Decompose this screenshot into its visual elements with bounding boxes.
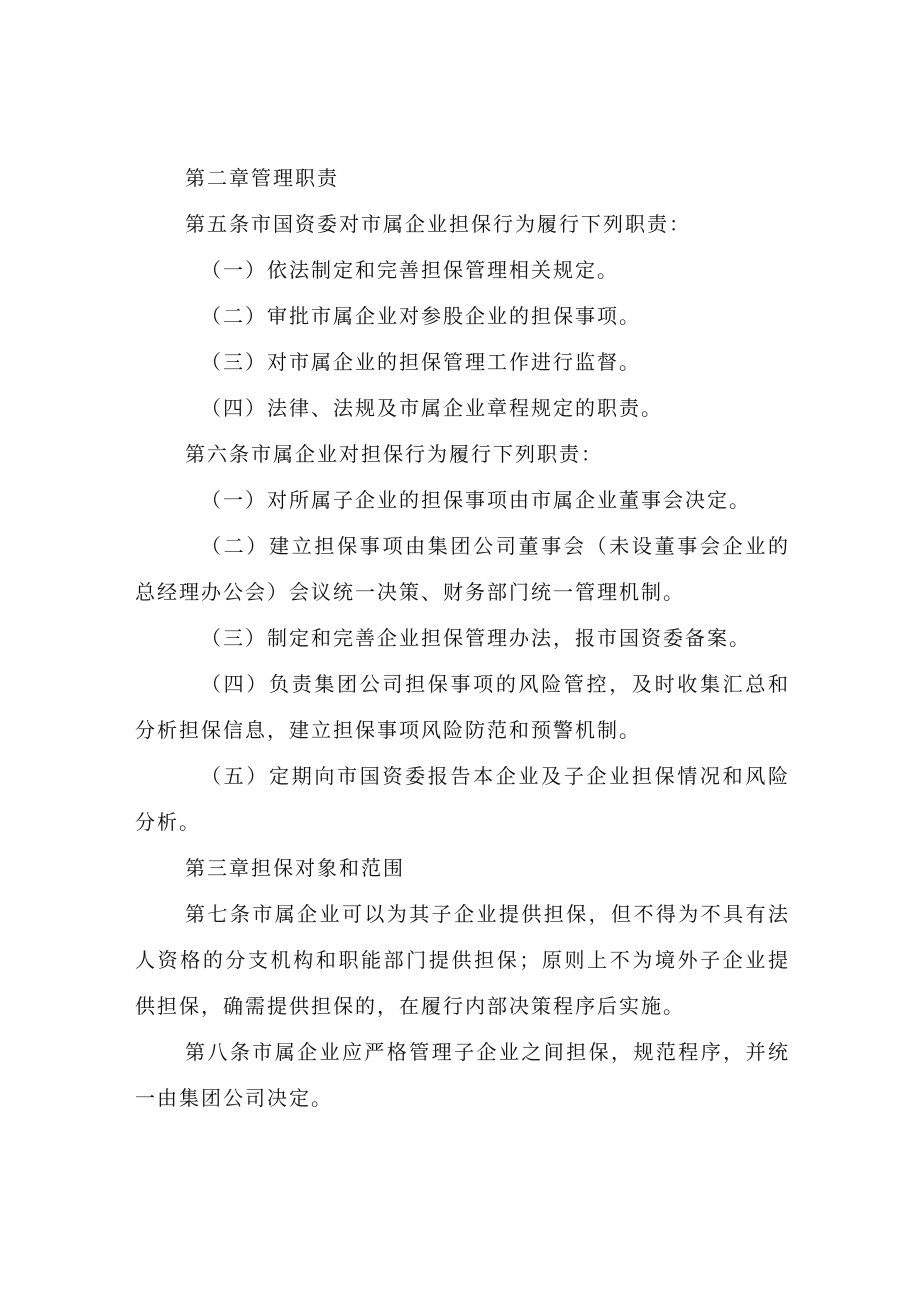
article-6: 第六条市属企业对担保行为履行下列职责： [185, 442, 603, 466]
article-5-item-4: （四）法律、法规及市属企业章程规定的职责。 [201, 396, 663, 420]
article-5-item-3: （三）对市属企业的担保管理工作进行监督。 [201, 350, 641, 374]
article-5-item-2: （二）审批市属企业对参股企业的担保事项。 [201, 304, 641, 328]
document-body [135, 155, 790, 1121]
article-7: 第七条市属企业可以为其子企业提供担保，但不得为不具有法人资格的分支机构和职能部门提供担保；原则上不为境外子企业提供担保，确需提供担保的，在履行内部决策程序后实施。 [135, 902, 790, 1018]
article-5-item-1: （一）依法制定和完善担保管理相关规定。 [201, 258, 619, 282]
chapter-3-heading: 第三章担保对象和范围 [185, 856, 405, 880]
article-6-item-5: （五）定期向市国资委报告本企业及子企业担保情况和风险分析。 [135, 764, 790, 834]
article-6-item-1: （一）对所属子企业的担保事项由市属企业董事会决定。 [201, 488, 751, 512]
article-6-item-4: （四）负责集团公司担保事项的风险管控，及时收集汇总和分析担保信息，建立担保事项风险防范和预警机制。 [135, 672, 790, 742]
article-6-item-3: （三）制定和完善企业担保管理办法，报市国资委备案。 [201, 626, 751, 650]
article-8: 第八条市属企业应严格管理子企业之间担保，规范程序，并统一由集团公司决定。 [135, 1040, 790, 1110]
article-6-item-2: （二）建立担保事项由集团公司董事会（未设董事会企业的总经理办公会）会议统一决策、财务部门统一管理机制。 [135, 534, 790, 604]
article-5: 第五条市国资委对市属企业担保行为履行下列职责： [185, 212, 691, 236]
chapter-2-heading: 第二章管理职责 [185, 166, 339, 190]
